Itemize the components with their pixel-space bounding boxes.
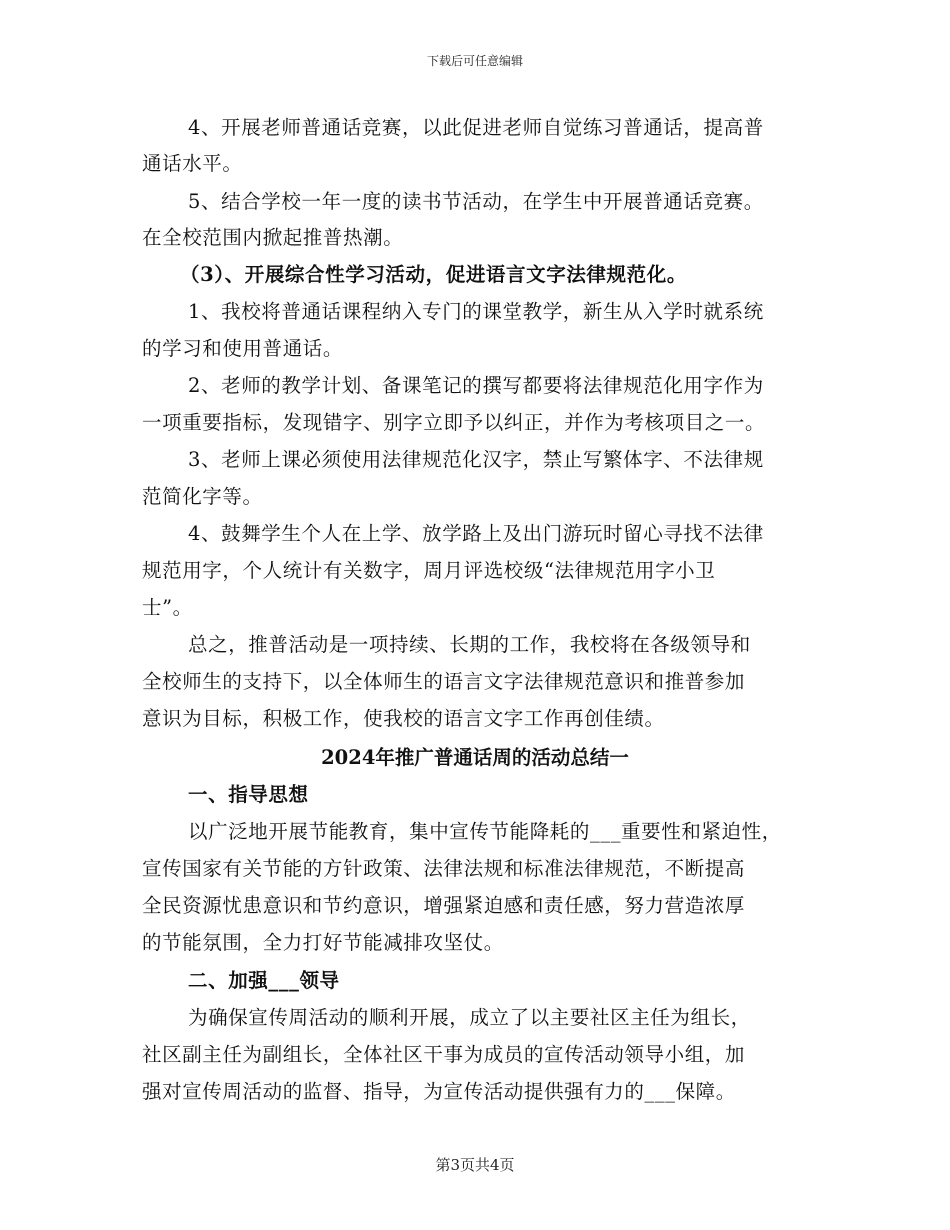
paragraph-line: 全民资源忧患意识和节约意识，增强紧迫感和责任感，努力营造浓厚	[142, 894, 746, 917]
page-footer: 第3页共4页	[435, 1156, 515, 1174]
paragraph-line: 4、开展老师普通话竞赛，以此促进老师自觉练习普通话，提高普	[188, 116, 764, 139]
section-heading: 二、加强___领导	[188, 969, 340, 992]
paragraph-line: 的学习和使用普通话。	[142, 337, 344, 360]
paragraph-line: 以广泛地开展节能教育，集中宣传节能降耗的___重要性和紧迫性，	[188, 820, 782, 843]
paragraph-line: 士”。	[142, 596, 193, 619]
paragraph-line: 社区副主任为副组长，全体社区干事为成员的宣传活动领导小组，加	[142, 1043, 746, 1066]
paragraph-line: 范简化字等。	[142, 485, 263, 508]
paragraph-line: 在全校范围内掀起推普热潮。	[142, 226, 404, 249]
paragraph-line: 规范用字，个人统计有关数字，周月评选校级“法律规范用字小卫	[142, 559, 716, 582]
paragraph-line: 2、老师的教学计划、备课笔记的撰写都要将法律规范化用字作为	[188, 374, 764, 397]
paragraph-line: 一项重要指标，发现错字、别字立即予以纠正，并作为考核项目之一。	[142, 411, 766, 434]
paragraph-line: 4、鼓舞学生个人在上学、放学路上及出门游玩时留心寻找不法律	[188, 522, 764, 545]
paragraph-line: 宣传国家有关节能的方针政策、法律法规和标准法律规范，不断提高	[142, 857, 746, 880]
section-heading: （3）、开展综合性学习活动，促进语言文字法律规范化。	[180, 263, 687, 286]
paragraph-line: 全校师生的支持下，以全体师生的语言文字法律规范意识和推普参加	[142, 670, 746, 693]
paragraph-line: 总之，推普活动是一项持续、长期的工作，我校将在各级领导和	[188, 633, 751, 656]
document-title: 2024年推广普通话周的活动总结一	[321, 746, 629, 769]
paragraph-line: 通话水平。	[142, 152, 243, 175]
paragraph-line: 5、结合学校一年一度的读书节活动，在学生中开展普通话竞赛。	[188, 190, 764, 213]
page-header: 下载后可任意编辑	[426, 54, 523, 68]
paragraph-line: 为确保宣传周活动的顺利开展，成立了以主要社区主任为组长，	[188, 1006, 751, 1029]
paragraph-line: 的节能氛围，全力打好节能减排攻坚仗。	[142, 931, 504, 954]
paragraph-line: 3、老师上课必须使用法律规范化汉字，禁止写繁体字、不法律规	[188, 448, 764, 471]
paragraph-line: 意识为目标，积极工作，使我校的语言文字工作再创佳绩。	[142, 707, 665, 730]
paragraph-line: 强对宣传周活动的监督、指导，为宣传活动提供强有力的___保障。	[142, 1080, 736, 1103]
section-heading: 一、指导思想	[188, 783, 309, 806]
paragraph-line: 1、我校将普通话课程纳入专门的课堂教学，新生从入学时就系统	[188, 300, 764, 323]
